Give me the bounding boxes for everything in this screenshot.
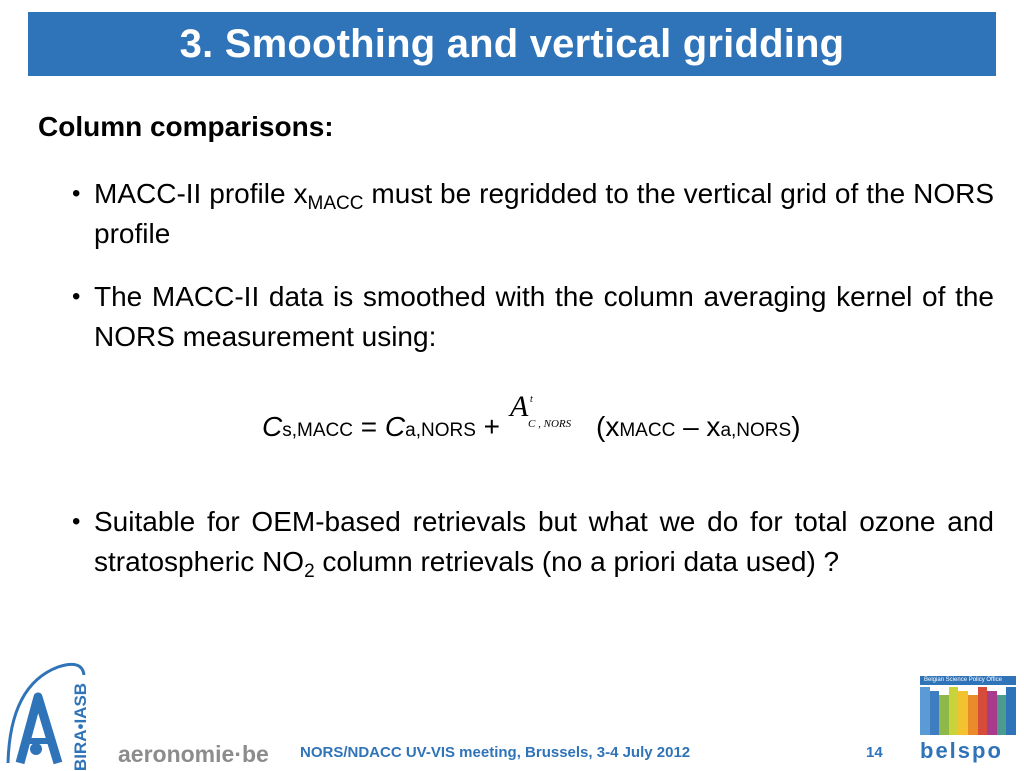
belspo-stripes-icon <box>920 687 1016 735</box>
belspo-stripe <box>920 687 930 735</box>
smoothing-formula: C s,MACC = C a,NORS + A t C , NORS (x MACC – x a,NORS ) <box>262 390 801 442</box>
belspo-stripe <box>949 687 959 735</box>
belspo-stripe <box>968 695 978 735</box>
page-number: 14 <box>866 744 883 761</box>
bullet-text-2: The MACC-II data is smoothed with the column averaging kernel of the NORS measurement using: <box>94 281 994 352</box>
belspo-stripe <box>987 691 997 735</box>
belspo-stripe <box>939 695 949 735</box>
bullet-text-3: Suitable for OEM-based retrievals but what we do for total ozone and stratospheric $NO_2$ column retrievals (no a priori data used) ? <box>94 506 994 582</box>
belspo-stripe <box>930 691 940 735</box>
belspo-stripe <box>958 691 968 735</box>
bullet-icon: • <box>72 283 81 310</box>
belspo-wordmark: belspo <box>920 738 1003 763</box>
bullet-icon: • <box>72 508 81 535</box>
belspo-banner: Belgian Science Policy Office <box>920 676 1016 685</box>
bira-vertical-label: BIRA•IASB <box>71 682 90 771</box>
bullet-item-2 <box>72 277 994 357</box>
bullet-icon: • <box>72 180 81 207</box>
title-bar <box>28 12 996 76</box>
bira-logo-icon <box>0 645 110 771</box>
belspo-logo <box>920 676 1016 764</box>
section-heading: Column comparisons: <box>38 111 334 142</box>
averaging-kernel-symbol: A t C , NORS <box>510 390 572 430</box>
bullet-item-1 <box>72 174 994 254</box>
footer-meeting: NORS/NDACC UV-VIS meeting, Brussels, 3-4 July 2012 <box>300 744 691 761</box>
bullet-item-3 <box>72 502 994 582</box>
belspo-stripe <box>1006 687 1016 735</box>
belspo-stripe <box>978 687 988 735</box>
belspo-stripe <box>997 695 1007 735</box>
slide-title: 3. Smoothing and vertical gridding <box>179 21 845 66</box>
bullet-text-1: MACC-II profile $x_{MACC}$ must be regridded to the vertical grid of the NORS profile <box>94 178 994 249</box>
aeronomie-logo: aeronomie·be <box>118 741 269 767</box>
